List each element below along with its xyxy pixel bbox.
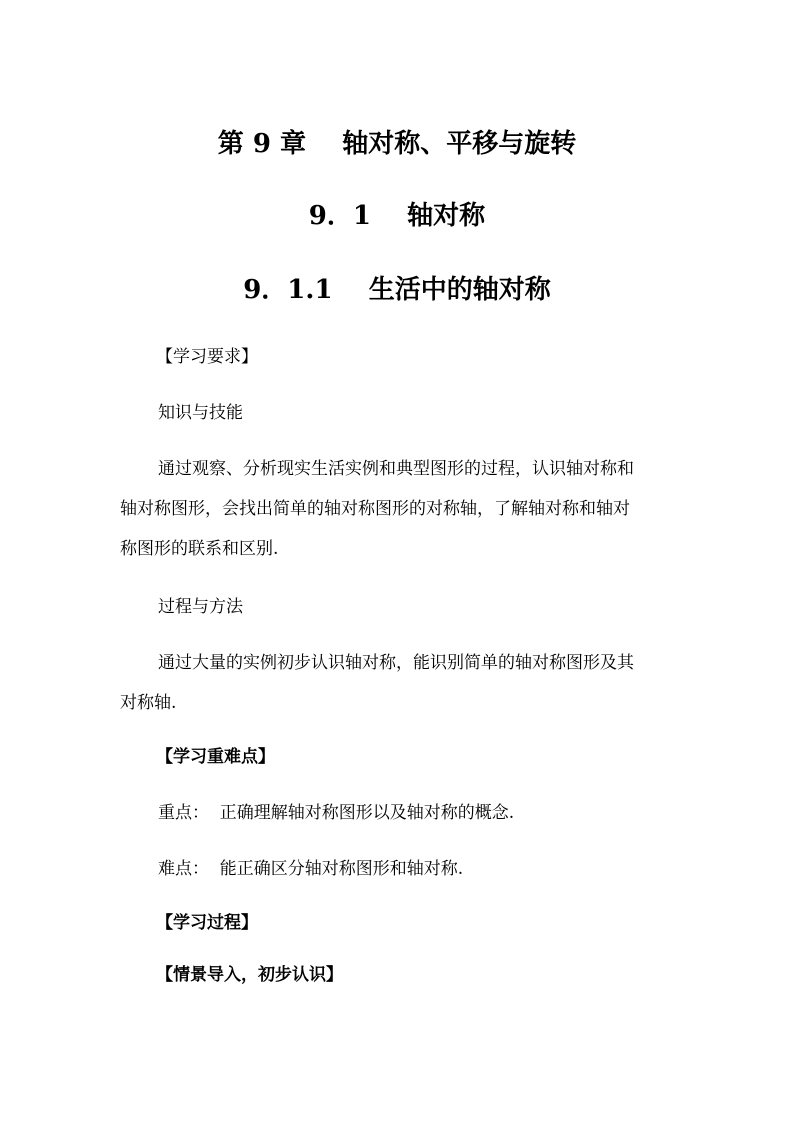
process-line-2: 对称轴. <box>120 693 177 713</box>
subsection-title: 9．1.1 生活中的轴对称 <box>243 275 551 305</box>
difficulty-heading: 【学习重难点】 <box>156 747 275 767</box>
difficult-point: 难点： 能正确区分轴对称图形和轴对称. <box>158 859 464 879</box>
knowledge-line-1: 通过观察、分析现实生活实例和典型图形的过程，认识轴对称和 <box>158 459 634 479</box>
knowledge-line-2: 轴对称图形，会找出简单的轴对称图形的对称轴，了解轴对称和轴对 <box>120 499 630 519</box>
process-line-1: 通过大量的实例初步认识轴对称，能识别简单的轴对称图形及其 <box>158 653 634 673</box>
section-title: 9．1 轴对称 <box>308 201 486 231</box>
requirements-heading: 【学习要求】 <box>156 347 258 367</box>
knowledge-heading: 知识与技能 <box>158 403 243 423</box>
learning-process-heading: 【学习过程】 <box>156 913 258 933</box>
intro-heading: 【情景导入，初步认识】 <box>156 965 343 985</box>
key-point: 重点： 正确理解轴对称图形以及轴对称的概念. <box>158 803 515 823</box>
process-heading: 过程与方法 <box>158 597 243 617</box>
chapter-title: 第 9 章 轴对称、平移与旋转 <box>217 129 577 159</box>
knowledge-line-3: 称图形的联系和区别. <box>120 539 279 559</box>
